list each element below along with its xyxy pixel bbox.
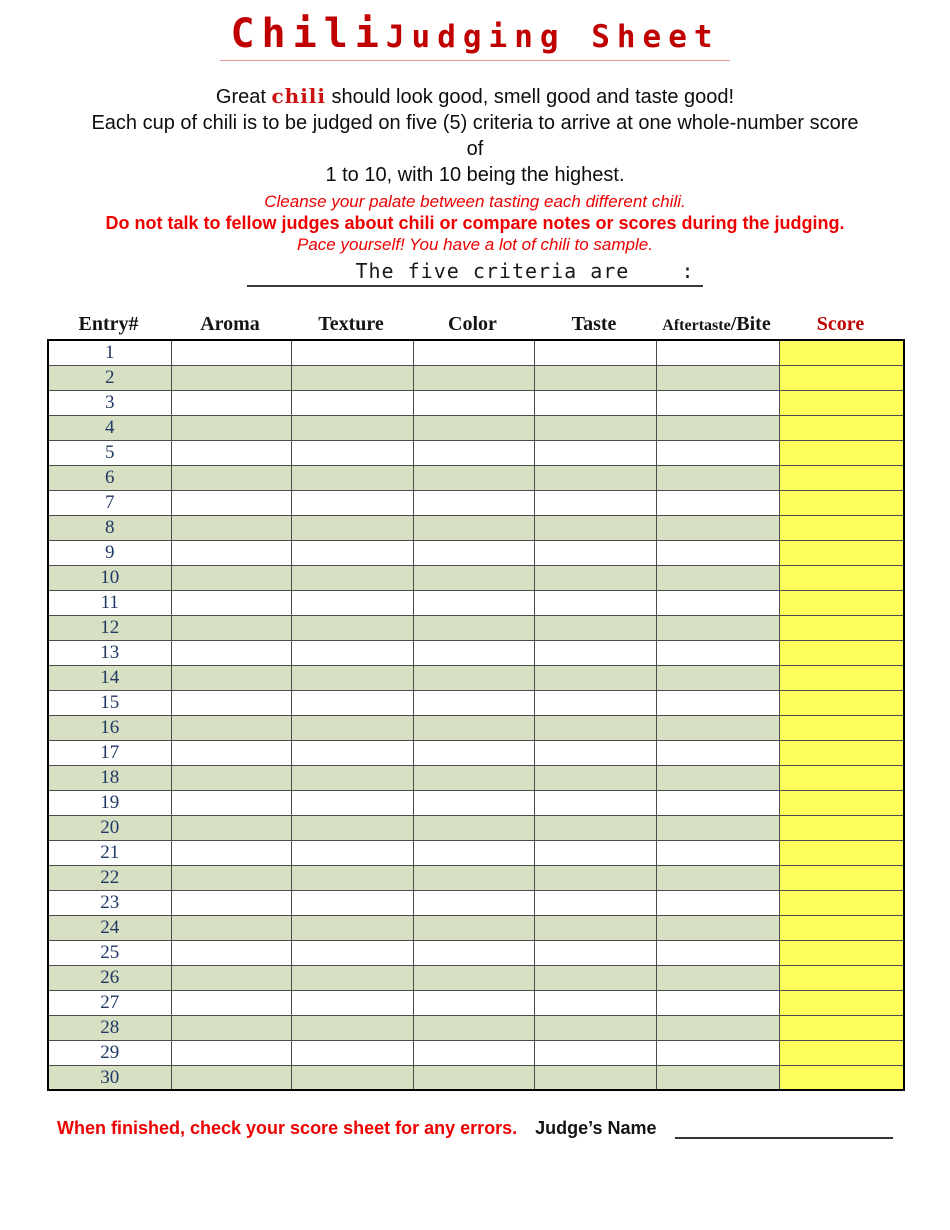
score-cell [779,940,904,965]
score-cell [779,965,904,990]
table-row [48,990,904,1015]
judging-table [47,339,905,1091]
criteria-cell [413,440,534,465]
intro-line-1-prefix: Great [215,86,272,108]
criteria-cell [291,340,413,365]
entry-number-cell: 5 [48,440,171,465]
criteria-cell [291,1040,413,1065]
page-title [220,11,729,61]
intro-line-1 [0,83,950,110]
criteria-cell [534,540,656,565]
criteria-cell [656,1015,779,1040]
criteria-cell [171,640,291,665]
entry-number-cell: 26 [48,965,171,990]
criteria-cell [656,965,779,990]
table-row [48,765,904,790]
column-header-aroma: Aroma [200,313,260,335]
criteria-cell [291,840,413,865]
criteria-cell [534,490,656,515]
criteria-cell [291,440,413,465]
table-row [48,1015,904,1040]
criteria-cell [534,640,656,665]
score-cell [779,840,904,865]
entry-number-cell: 15 [48,690,171,715]
criteria-cell [171,515,291,540]
criteria-cell [534,440,656,465]
criteria-cell [291,665,413,690]
table-row [48,490,904,515]
score-cell [779,340,904,365]
page-title-word-chili: Chili [230,11,386,57]
criteria-cell [534,1065,656,1090]
criteria-cell [534,565,656,590]
criteria-cell [171,490,291,515]
criteria-cell [291,490,413,515]
intro-section [0,83,950,188]
score-cell [779,565,904,590]
criteria-cell [171,1040,291,1065]
table-row [48,640,904,665]
criteria-cell [413,490,534,515]
criteria-cell [656,590,779,615]
table-row [48,940,904,965]
table-row [48,390,904,415]
score-cell [779,815,904,840]
criteria-cell [291,865,413,890]
score-cell [779,415,904,440]
criteria-cell [413,1065,534,1090]
table-row [48,890,904,915]
criteria-cell [171,365,291,390]
column-header-color: Color [448,313,497,335]
criteria-cell [171,390,291,415]
table-row [48,840,904,865]
criteria-cell [413,940,534,965]
judge-name-blank-line [675,1119,893,1139]
entry-number-cell: 7 [48,490,171,515]
score-cell [779,990,904,1015]
criteria-cell [413,990,534,1015]
criteria-cell [656,690,779,715]
entry-number-cell: 1 [48,340,171,365]
criteria-cell [413,890,534,915]
score-cell [779,715,904,740]
table-row [48,815,904,840]
column-header-entry: Entry# [78,313,139,335]
criteria-cell [291,690,413,715]
chili-decorative-word: chili [271,84,326,108]
instruction-pace-yourself: Pace yourself! You have a lot of chili to sample. [297,235,653,254]
column-header-aftertaste-part: Aftertaste [662,317,731,334]
score-cell [779,515,904,540]
criteria-cell [656,415,779,440]
criteria-cell [534,765,656,790]
criteria-cell [413,815,534,840]
criteria-cell [413,590,534,615]
entry-number-cell: 10 [48,565,171,590]
criteria-cell [291,515,413,540]
criteria-cell [656,890,779,915]
criteria-cell [534,465,656,490]
criteria-cell [413,340,534,365]
criteria-cell [171,990,291,1015]
criteria-cell [534,365,656,390]
column-header-aftertaste-bite [655,313,778,336]
footer [57,1118,893,1139]
criteria-cell [534,1040,656,1065]
criteria-cell [291,640,413,665]
intro-line-2: Each cup of chili is to be judged on five (5) criteria to arrive at one whole-number score [91,112,859,134]
criteria-cell [534,415,656,440]
entry-number-cell: 25 [48,940,171,965]
criteria-cell [656,515,779,540]
criteria-cell [291,1015,413,1040]
intro-line-4: 1 to 10, with 10 being the highest. [325,164,625,186]
criteria-cell [656,740,779,765]
criteria-cell [413,740,534,765]
criteria-cell [534,865,656,890]
table-row [48,515,904,540]
criteria-cell [413,640,534,665]
criteria-cell [171,465,291,490]
table-row [48,965,904,990]
criteria-cell [171,565,291,590]
entry-number-cell: 30 [48,1065,171,1090]
criteria-cell [413,840,534,865]
criteria-cell [413,915,534,940]
criteria-cell [413,465,534,490]
table-row [48,440,904,465]
criteria-cell [656,1040,779,1065]
criteria-cell [171,865,291,890]
title-wrap [0,11,950,61]
criteria-cell [291,465,413,490]
criteria-cell [656,340,779,365]
criteria-cell [413,615,534,640]
score-cell [779,665,904,690]
criteria-cell [291,790,413,815]
criteria-cell [656,790,779,815]
criteria-cell [413,415,534,440]
criteria-cell [656,940,779,965]
score-cell [779,1040,904,1065]
entry-number-cell: 19 [48,790,171,815]
score-cell [779,465,904,490]
criteria-cell [291,765,413,790]
criteria-cell [171,940,291,965]
criteria-cell [534,590,656,615]
criteria-cell [291,415,413,440]
criteria-cell [171,1015,291,1040]
criteria-cell [291,940,413,965]
score-cell [779,590,904,615]
score-cell [779,365,904,390]
criteria-cell [656,465,779,490]
criteria-cell [413,690,534,715]
criteria-cell [656,915,779,940]
criteria-cell [291,965,413,990]
criteria-cell [291,1065,413,1090]
table-row [48,1065,904,1090]
criteria-cell [171,740,291,765]
table-header-row [47,313,903,336]
criteria-cell [413,790,534,815]
table-row [48,665,904,690]
table-row [48,715,904,740]
column-header-taste: Taste [571,313,617,335]
criteria-cell [291,715,413,740]
judging-table-area [47,313,903,1091]
entry-number-cell: 14 [48,665,171,690]
criteria-cell [171,540,291,565]
score-cell [779,740,904,765]
criteria-cell [413,965,534,990]
table-row [48,690,904,715]
criteria-cell [656,865,779,890]
criteria-cell [656,840,779,865]
criteria-cell [291,990,413,1015]
criteria-cell [291,915,413,940]
table-row [48,1040,904,1065]
criteria-cell [171,915,291,940]
entry-number-cell: 12 [48,615,171,640]
table-row [48,790,904,815]
criteria-cell [171,840,291,865]
score-cell [779,490,904,515]
score-cell [779,440,904,465]
judge-name-label: Judge’s Name [535,1118,657,1138]
criteria-cell [413,565,534,590]
table-row [48,740,904,765]
criteria-cell [534,965,656,990]
criteria-cell [171,965,291,990]
entry-number-cell: 17 [48,740,171,765]
criteria-cell [534,890,656,915]
instruction-cleanse-palate: Cleanse your palate between tasting each different chili. [264,192,686,211]
score-cell [779,1015,904,1040]
criteria-cell [291,565,413,590]
criteria-cell [171,340,291,365]
criteria-cell [534,1015,656,1040]
entry-number-cell: 13 [48,640,171,665]
criteria-cell [171,890,291,915]
criteria-cell [291,365,413,390]
table-row [48,415,904,440]
criteria-cell [171,415,291,440]
criteria-cell [534,940,656,965]
score-cell [779,765,904,790]
entry-number-cell: 8 [48,515,171,540]
criteria-cell [656,815,779,840]
table-row [48,465,904,490]
criteria-cell [171,615,291,640]
criteria-cell [656,540,779,565]
criteria-cell [534,340,656,365]
page-title-word-judging-sheet: Judging Sheet [385,19,720,55]
entry-number-cell: 27 [48,990,171,1015]
criteria-cell [171,790,291,815]
criteria-cell [291,615,413,640]
score-cell [779,390,904,415]
score-cell [779,640,904,665]
criteria-cell [171,690,291,715]
criteria-cell [656,990,779,1015]
criteria-cell [656,565,779,590]
criteria-cell [656,715,779,740]
criteria-cell [171,715,291,740]
criteria-cell [171,590,291,615]
criteria-cell [171,665,291,690]
criteria-cell [534,690,656,715]
entry-number-cell: 28 [48,1015,171,1040]
criteria-cell [413,1015,534,1040]
criteria-cell [534,665,656,690]
column-header-texture: Texture [318,313,384,335]
entry-number-cell: 6 [48,465,171,490]
criteria-cell [656,440,779,465]
table-row [48,615,904,640]
criteria-cell [534,990,656,1015]
criteria-cell [534,840,656,865]
column-header-bite-part: /Bite [730,313,771,335]
entry-number-cell: 29 [48,1040,171,1065]
entry-number-cell: 2 [48,365,171,390]
entry-number-cell: 24 [48,915,171,940]
criteria-cell [656,640,779,665]
criteria-cell [413,865,534,890]
score-cell [779,690,904,715]
criteria-cell [291,590,413,615]
criteria-cell [534,915,656,940]
entry-number-cell: 4 [48,415,171,440]
entry-number-cell: 11 [48,590,171,615]
intro-line-1-suffix: should look good, smell good and taste good! [326,86,735,108]
table-row [48,565,904,590]
criteria-cell [534,715,656,740]
criteria-cell [291,740,413,765]
criteria-cell [171,765,291,790]
criteria-cell [413,765,534,790]
criteria-cell [171,1065,291,1090]
score-cell [779,915,904,940]
entry-number-cell: 23 [48,890,171,915]
criteria-cell [171,815,291,840]
score-cell [779,865,904,890]
criteria-cell [413,715,534,740]
table-row [48,340,904,365]
criteria-cell [171,440,291,465]
score-cell [779,890,904,915]
criteria-cell [413,515,534,540]
criteria-cell [534,740,656,765]
judging-table-body [48,340,904,1090]
entry-number-cell: 3 [48,390,171,415]
criteria-heading: The five criteria are : [247,259,702,287]
criteria-cell [534,615,656,640]
criteria-cell [656,390,779,415]
entry-number-cell: 20 [48,815,171,840]
criteria-cell [413,365,534,390]
entry-number-cell: 18 [48,765,171,790]
table-row [48,365,904,390]
criteria-cell [291,390,413,415]
criteria-cell [656,1065,779,1090]
entry-number-cell: 22 [48,865,171,890]
criteria-cell [656,665,779,690]
criteria-cell [534,515,656,540]
instructions-section [0,191,950,255]
column-header-score: Score [816,313,865,335]
criteria-cell [291,890,413,915]
score-cell [779,1065,904,1090]
criteria-cell [291,540,413,565]
criteria-cell [413,665,534,690]
score-cell [779,790,904,815]
criteria-cell [656,615,779,640]
score-cell [779,615,904,640]
table-row [48,915,904,940]
criteria-cell [656,365,779,390]
criteria-cell [534,390,656,415]
table-row [48,590,904,615]
criteria-cell [656,490,779,515]
criteria-cell [534,790,656,815]
instruction-no-talking: Do not talk to fellow judges about chili or compare notes or scores during the judging. [105,213,845,233]
criteria-cell [291,815,413,840]
table-row [48,865,904,890]
entry-number-cell: 9 [48,540,171,565]
criteria-cell [656,765,779,790]
entry-number-cell: 21 [48,840,171,865]
criteria-cell [413,1040,534,1065]
footer-check-note: When finished, check your score sheet for any errors. [57,1118,518,1138]
table-row [48,540,904,565]
criteria-cell [413,540,534,565]
criteria-heading-row [0,259,950,287]
entry-number-cell: 16 [48,715,171,740]
criteria-cell [413,390,534,415]
intro-line-3: of [466,138,484,160]
criteria-cell [534,815,656,840]
score-cell [779,540,904,565]
